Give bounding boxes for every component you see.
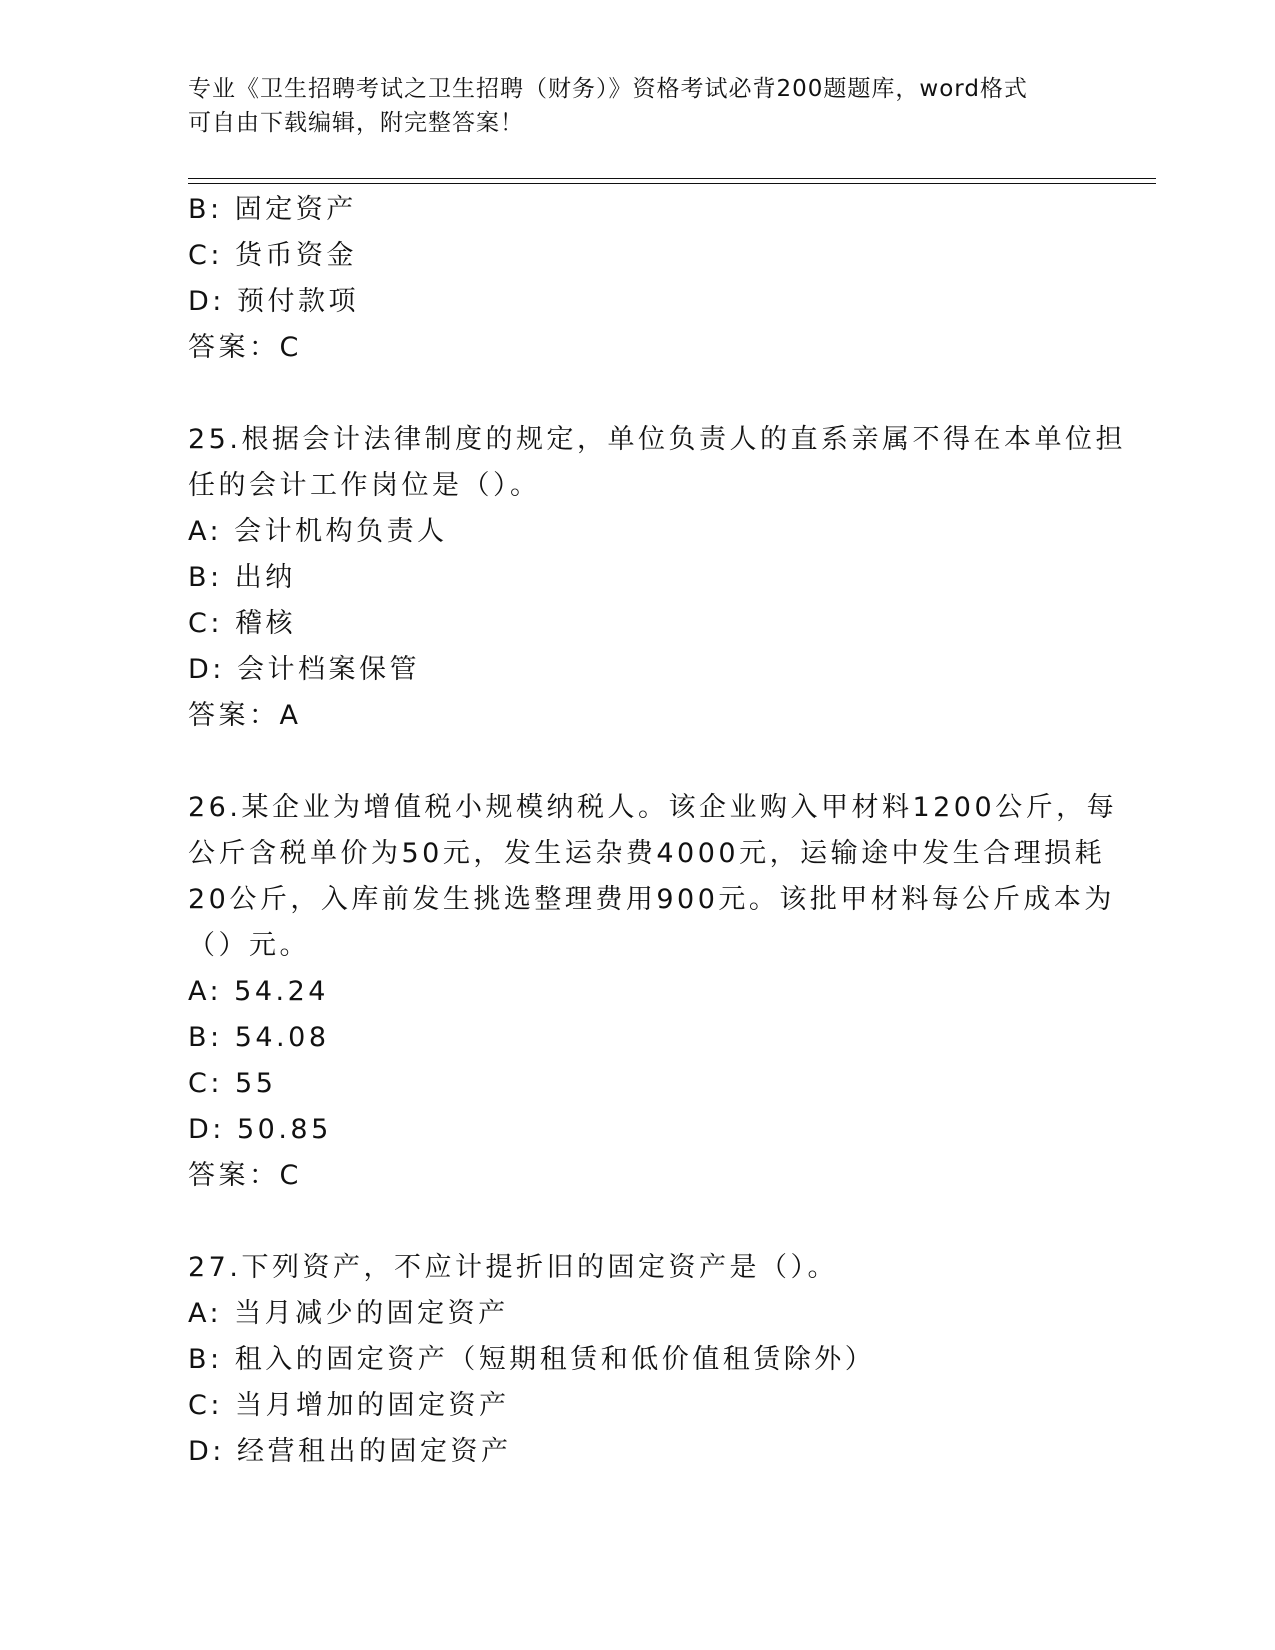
question-text-line: 公斤含税单价为50元，发生运杂费4000元，运输途中发生合理损耗 <box>188 838 1106 869</box>
question-25 <box>188 417 1126 739</box>
option-d: D: 会计档案保管 <box>188 654 420 685</box>
question-text-line: 任的会计工作岗位是（）。 <box>188 470 541 501</box>
question-body <box>188 187 1126 1475</box>
option-b: B: 54.08 <box>188 1022 330 1053</box>
option-b: B: 租入的固定资产（短期租赁和低价值租赁除外） <box>188 1344 876 1375</box>
option-c: C: 货币资金 <box>188 240 358 271</box>
question-text-line: 27.下列资产，不应计提折旧的固定资产是（）。 <box>188 1252 838 1283</box>
option-c: C: 55 <box>188 1068 277 1099</box>
answer-line: 答案：C <box>188 1160 302 1191</box>
document-header <box>188 72 1088 140</box>
question-text-line: 20公斤，入库前发生挑选整理费用900元。该批甲材料每公斤成本为 <box>188 884 1115 915</box>
option-b: B: 出纳 <box>188 562 296 593</box>
option-a: A: 当月减少的固定资产 <box>188 1298 509 1329</box>
answer-line: 答案：C <box>188 332 302 363</box>
header-divider-top <box>188 178 1156 179</box>
question-text-line: 26.某企业为增值税小规模纳税人。该企业购入甲材料1200公斤，每 <box>188 792 1118 823</box>
option-d: D: 50.85 <box>188 1114 332 1145</box>
option-b: B: 固定资产 <box>188 194 357 225</box>
header-divider-bottom <box>188 183 1156 184</box>
option-a: A: 会计机构负责人 <box>188 516 448 547</box>
question-26 <box>188 785 1118 1199</box>
option-d: D: 预付款项 <box>188 286 359 317</box>
option-c: C: 当月增加的固定资产 <box>188 1390 510 1421</box>
question-text-line: （）元。 <box>188 930 310 961</box>
header-line-1: 专业《卫生招聘考试之卫生招聘（财务）》资格考试必背200题题库，word格式 <box>188 76 1028 102</box>
question-text-line: 25.根据会计法律制度的规定，单位负责人的直系亲属不得在本单位担 <box>188 424 1126 455</box>
header-line-2: 可自由下载编辑，附完整答案！ <box>188 110 524 136</box>
partial-question <box>188 187 1088 371</box>
option-c: C: 稽核 <box>188 608 297 639</box>
answer-line: 答案：A <box>188 700 302 731</box>
question-27 <box>188 1245 1088 1475</box>
option-d: D: 经营租出的固定资产 <box>188 1436 512 1467</box>
option-a: A: 54.24 <box>188 976 329 1007</box>
